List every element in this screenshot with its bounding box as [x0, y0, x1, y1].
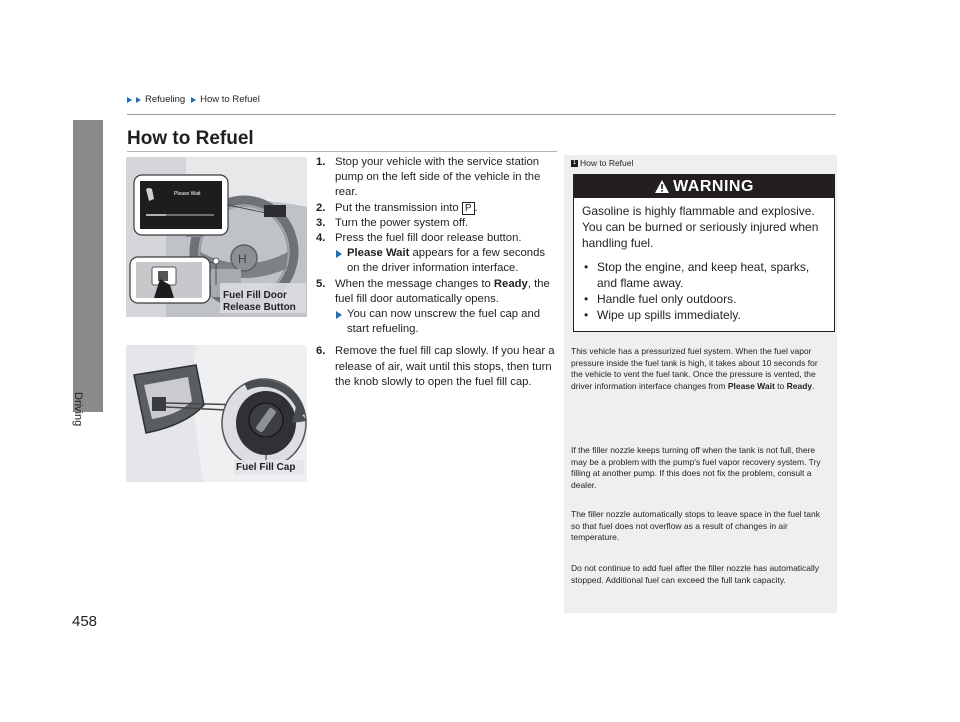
step-text [316, 277, 560, 307]
step-text: Stop your vehicle with the service station pump on the left side of the vehicle in the rear. [335, 156, 541, 199]
page-title: How to Refuel [127, 128, 254, 149]
note-text: . [812, 381, 815, 392]
step-text: Turn the power system off. [335, 216, 469, 229]
note-text: This vehicle has a pressurized fuel system. When the fuel vapor pressure inside the fuel tank is high, it takes about 10 seconds for the vehicle to vent the fuel tank. Once the pressure is vented, the driver information interface changes from [571, 346, 818, 392]
step-4: 4. Press the fuel fill door release button. [316, 231, 560, 246]
sidebar-title-text: How to Refuel [580, 158, 634, 168]
arrow-icon [335, 307, 347, 337]
refuel-steps [316, 155, 560, 390]
header-rule [127, 114, 836, 115]
note-nozzle-turning-off: If the filler nozzle keeps turning off when the tank is not full, there may be a problem with the pump's fuel vapor recovery system. Try filling at another pump. If this does not fix the problem, consult a dealer. [571, 445, 821, 491]
note-do-not-overfill: Do not continue to add fuel after the filler nozzle has automatically stopped. Additional fuel can exceed the full tank capacity. [571, 563, 820, 585]
note-text: to [774, 381, 787, 392]
step-text-part: When the message changes to [335, 277, 494, 290]
section-tab-label: Driving [72, 392, 84, 427]
step-3: 3. Turn the power system off. [316, 216, 560, 231]
warning-list [582, 259, 832, 323]
step-text-part: Put the transmission into [335, 201, 462, 214]
breadcrumb-arrow-icon [127, 97, 132, 103]
svg-text:H: H [238, 252, 247, 266]
fuel-fill-cap-illustration [126, 345, 307, 482]
keyword: Ready [493, 277, 528, 290]
note-text-part: appears for a few seconds on the driver information interface. [347, 247, 546, 275]
warning-heading [574, 175, 834, 198]
step-6: 6. Remove the fuel fill cap slowly. If you hear a release of air, wait until this stops, then turn the knob slowly to open the fuel fill cap. [316, 344, 560, 390]
fuel-door-release-illustration [126, 157, 307, 317]
warning-triangle-icon [654, 179, 670, 194]
breadcrumb-arrow-icon [136, 97, 141, 103]
sidebar-title [571, 158, 633, 168]
breadcrumb [127, 94, 260, 105]
step-5-note [316, 307, 560, 337]
arrow-icon [335, 246, 347, 276]
step-text: Press the fuel fill door release button. [335, 232, 522, 245]
warning-text: Gasoline is highly flammable and explosive. You can be burned or seriously injured when handling fuel. [582, 204, 819, 250]
fuel-fill-cap-label: Fuel Fill Cap [236, 462, 296, 473]
page-number: 458 [72, 613, 98, 630]
step-text [316, 201, 478, 216]
warning-heading-text: WARNING [673, 177, 754, 195]
step-text-part: , the fuel fill door automatically opens. [335, 277, 550, 305]
step-text: Remove the fuel fill cap slowly. If you hear a release of air, wait until this stops, then turn the knob slowly to open the fuel fill cap. [335, 345, 555, 388]
warning-body [582, 203, 832, 323]
note-nozzle-auto-stop: The filler nozzle automatically stops to leave space in the fuel tank so that fuel does not overflow as a result of changes in air temperature. [571, 509, 820, 543]
warning-bullet: • Stop the engine, and keep heat, sparks, and flame away. [582, 259, 832, 291]
keyword: Please Wait [347, 247, 410, 260]
note-text: You can now unscrew the fuel cap and start refueling. [347, 308, 541, 336]
park-key-icon: P [462, 202, 475, 215]
breadcrumb-item[interactable]: How to Refuel [200, 94, 260, 105]
label-line: Release Button [223, 302, 296, 313]
warning-bullet: • Handle fuel only outdoors. [582, 291, 832, 307]
step-1: 1. Stop your vehicle with the service station pump on the left side of the vehicle in the rear. [316, 155, 560, 201]
note-text [347, 246, 560, 276]
display-screen-text: Please Wait [174, 191, 201, 197]
reference-marker-icon: 1 [572, 159, 577, 166]
note-pressurized-system [571, 346, 829, 393]
step-5: 5. When the message changes to Ready, the fuel fill door automatically opens. [316, 277, 560, 307]
breadcrumb-arrow-icon [191, 97, 196, 103]
step-2: 2. Put the transmission into P . [316, 201, 560, 216]
step-4-note [316, 246, 560, 276]
breadcrumb-item[interactable]: Refueling [145, 94, 186, 105]
keyword: Please Wait [727, 381, 775, 392]
title-rule [127, 151, 557, 152]
step-text-part: . [474, 201, 478, 214]
section-tab [73, 120, 103, 412]
keyword: Ready [786, 381, 813, 392]
fuel-fill-door-release-button-label [223, 290, 296, 314]
warning-bullet: • Wipe up spills immediately. [582, 307, 832, 323]
label-line: Fuel Fill Door [223, 290, 287, 301]
